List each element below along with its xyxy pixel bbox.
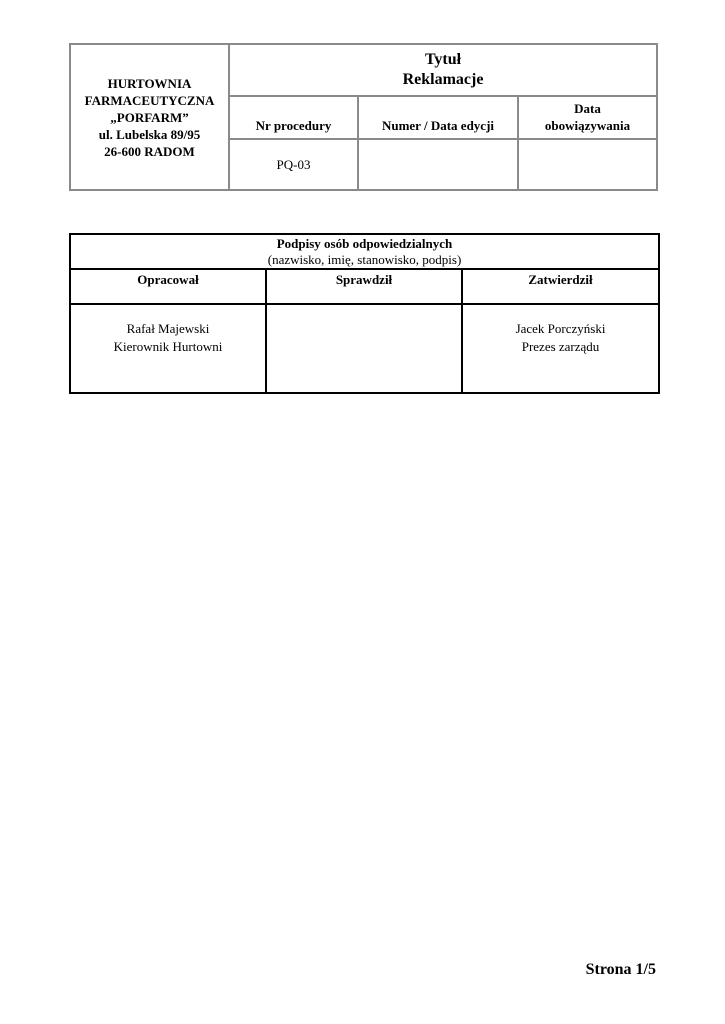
company-street: ul. Lubelska 89/95 xyxy=(98,126,201,142)
company-name-line2: FARMACEUTYCZNA xyxy=(84,92,215,108)
signatures-subtitle: (nazwisko, imię, stanowisko, podpis) xyxy=(267,251,462,267)
validity-header-line1: Data xyxy=(574,101,601,116)
prepared-by-cell xyxy=(70,304,266,393)
page-number: Strona 1/5 xyxy=(585,961,656,978)
edition-header: Numer / Data edycji xyxy=(358,96,518,139)
prepared-by-header: Opracował xyxy=(70,269,266,304)
document-header-table xyxy=(69,43,658,191)
document-title: Reklamacje xyxy=(402,71,484,88)
validity-date-header xyxy=(518,96,657,139)
approved-by-header: Zatwierdził xyxy=(462,269,659,304)
title-label: Tytuł xyxy=(424,51,462,68)
company-city: 26-600 RADOM xyxy=(104,143,195,159)
prepared-by-position: Kierownik Hurtowni xyxy=(113,339,223,354)
signatures-title: Podpisy osób odpowiedzialnych xyxy=(276,235,453,251)
company-name-line1: HURTOWNIA xyxy=(107,75,192,91)
company-info xyxy=(70,44,229,190)
signatures-title-cell xyxy=(70,234,659,269)
approved-by-cell xyxy=(462,304,659,393)
checked-by-header: Sprawdził xyxy=(266,269,462,304)
approved-by-name: Jacek Porczyński xyxy=(515,321,606,336)
procedure-number-header: Nr procedury xyxy=(229,96,358,139)
company-brand: „PORFARM” xyxy=(110,109,189,125)
validity-date-value xyxy=(518,139,657,190)
validity-header-line2: obowiązywania xyxy=(544,118,631,133)
procedure-number-value: PQ-03 xyxy=(229,139,358,190)
prepared-by-name: Rafał Majewski xyxy=(126,321,210,336)
signatures-table xyxy=(69,233,660,394)
edition-value xyxy=(358,139,518,190)
approved-by-position: Prezes zarządu xyxy=(521,339,600,354)
checked-by-cell xyxy=(266,304,462,393)
document-title-cell xyxy=(229,44,657,96)
